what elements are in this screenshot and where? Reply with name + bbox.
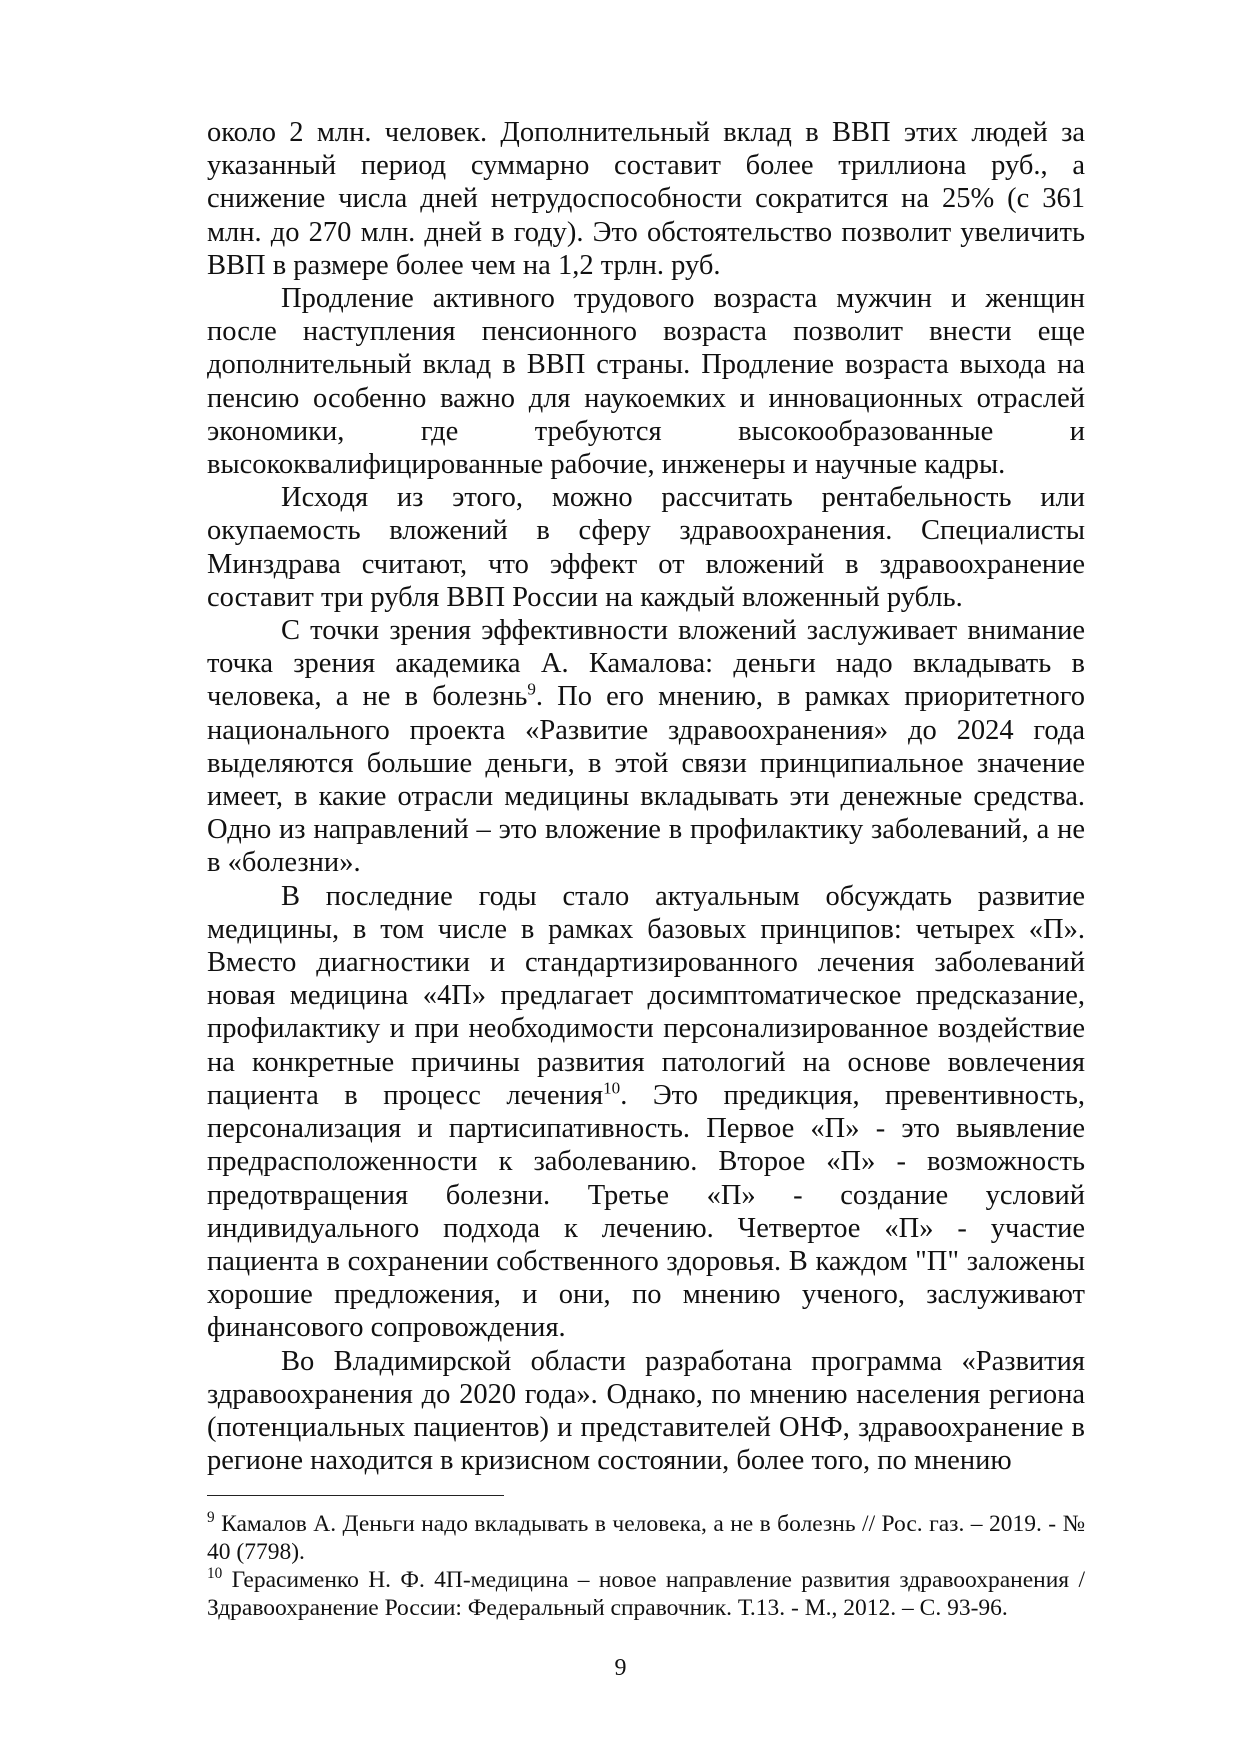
- paragraph-6: [207, 1345, 1085, 1478]
- paragraph-2: [207, 282, 1085, 481]
- paragraph-text: . Это предикция, превентивность, персонализация и партисипативность. Первое «П» - это выявление предрасположенности к заболеванию. Второе «П» - возможность предотвращения болезни. Третье «П» - создание условий индивидуального подхода к лечению. Четвертое «П» - участие пациента в сохранении собственного здоровья. В каждом "П" заложены хорошие предложения, и они, по мнению ученого, заслуживают финансового сопровождения.: [207, 1079, 1085, 1344]
- footnotes: [207, 1510, 1085, 1622]
- paragraph-4: [207, 614, 1085, 880]
- footnote-9: [207, 1510, 1085, 1566]
- paragraph-5: [207, 880, 1085, 1345]
- footnote-divider: [207, 1495, 504, 1496]
- footnote-ref-10[interactable]: 10: [603, 1078, 621, 1098]
- main-text: [207, 116, 1085, 1477]
- footnote-number: 9: [207, 1509, 215, 1527]
- footnote-text: Герасименко Н. Ф. 4П-медицина – новое направление развития здравоохранения / Здравоохранение России: Федеральный справочник. Т.13. - М., 2012. – С. 93-96.: [207, 1567, 1085, 1621]
- paragraph-1: [207, 116, 1085, 282]
- footnote-number: 10: [207, 1565, 223, 1583]
- paragraph-text: Исходя из этого, можно рассчитать рентабельность или окупаемость вложений в сферу здравоохранения. Специалисты Минздрава считают, что эффект от вложений в здравоохранение составит три рубля ВВП России на каждый вложенный рубль.: [207, 482, 1085, 613]
- footnote-10: [207, 1566, 1085, 1622]
- paragraph-text: Продление активного трудового возраста мужчин и женщин после наступления пенсионного возраста позволит внести еще дополнительный вклад в ВВП страны. Продление возраста выхода на пенсию особенно важно для наукоемких и инновационных отраслей экономики, где требуются высокообразованные и высококвалифицированные рабочие, инженеры и научные кадры.: [207, 283, 1085, 481]
- paragraph-text: С точки зрения эффективности вложений заслуживает внимание точка зрения академика А. Камалова: деньги надо вкладывать в человека, а не в болезнь: [207, 615, 1085, 713]
- page-number: 9: [614, 1655, 627, 1681]
- paragraph-text: . По его мнению, в рамках приоритетного национального проекта «Развитие здравоохранения» до 2024 года выделяются большие деньги, в этой связи принципиальное значение имеет, в какие отрасли медицины вкладывать эти денежные средства. Одно из направлений – это вложение в профилактику заболеваний, а не в «болезни».: [207, 681, 1085, 879]
- paragraph-text: В последние годы стало актуальным обсуждать развитие медицины, в том числе в рамках базовых принципов: четырех «П». Вместо диагностики и стандартизированного лечения заболеваний новая медицина «4П» предлагает досимптоматическое предсказание, профилактику и при необходимости персонализированное воздействие на конкретные причины развития патологий на основе вовлечения пациента в процесс лечения: [207, 880, 1085, 1111]
- footnote-text: Камалов А. Деньги надо вкладывать в человека, а не в болезнь // Рос. газ. – 2019. - № 40 (7798).: [207, 1511, 1085, 1565]
- footnote-ref-9[interactable]: 9: [527, 679, 536, 699]
- paragraph-3: [207, 481, 1085, 614]
- paragraph-text: около 2 млн. человек. Дополнительный вклад в ВВП этих людей за указанный период суммарно составит более триллиона руб., а снижение числа дней нетрудоспособности сократится на 25% (с 361 млн. до 270 млн. дней в году). Это обстоятельство позволит увеличить ВВП в размере более чем на 1,2 трлн. руб.: [207, 117, 1085, 281]
- paragraph-text: Во Владимирской области разработана программа «Развития здравоохранения до 2020 года». Однако, по мнению населения региона (потенциальных пациентов) и представителей ОНФ, здравоохранение в регионе находится в кризисном состоянии, более того, по мнению: [207, 1345, 1085, 1477]
